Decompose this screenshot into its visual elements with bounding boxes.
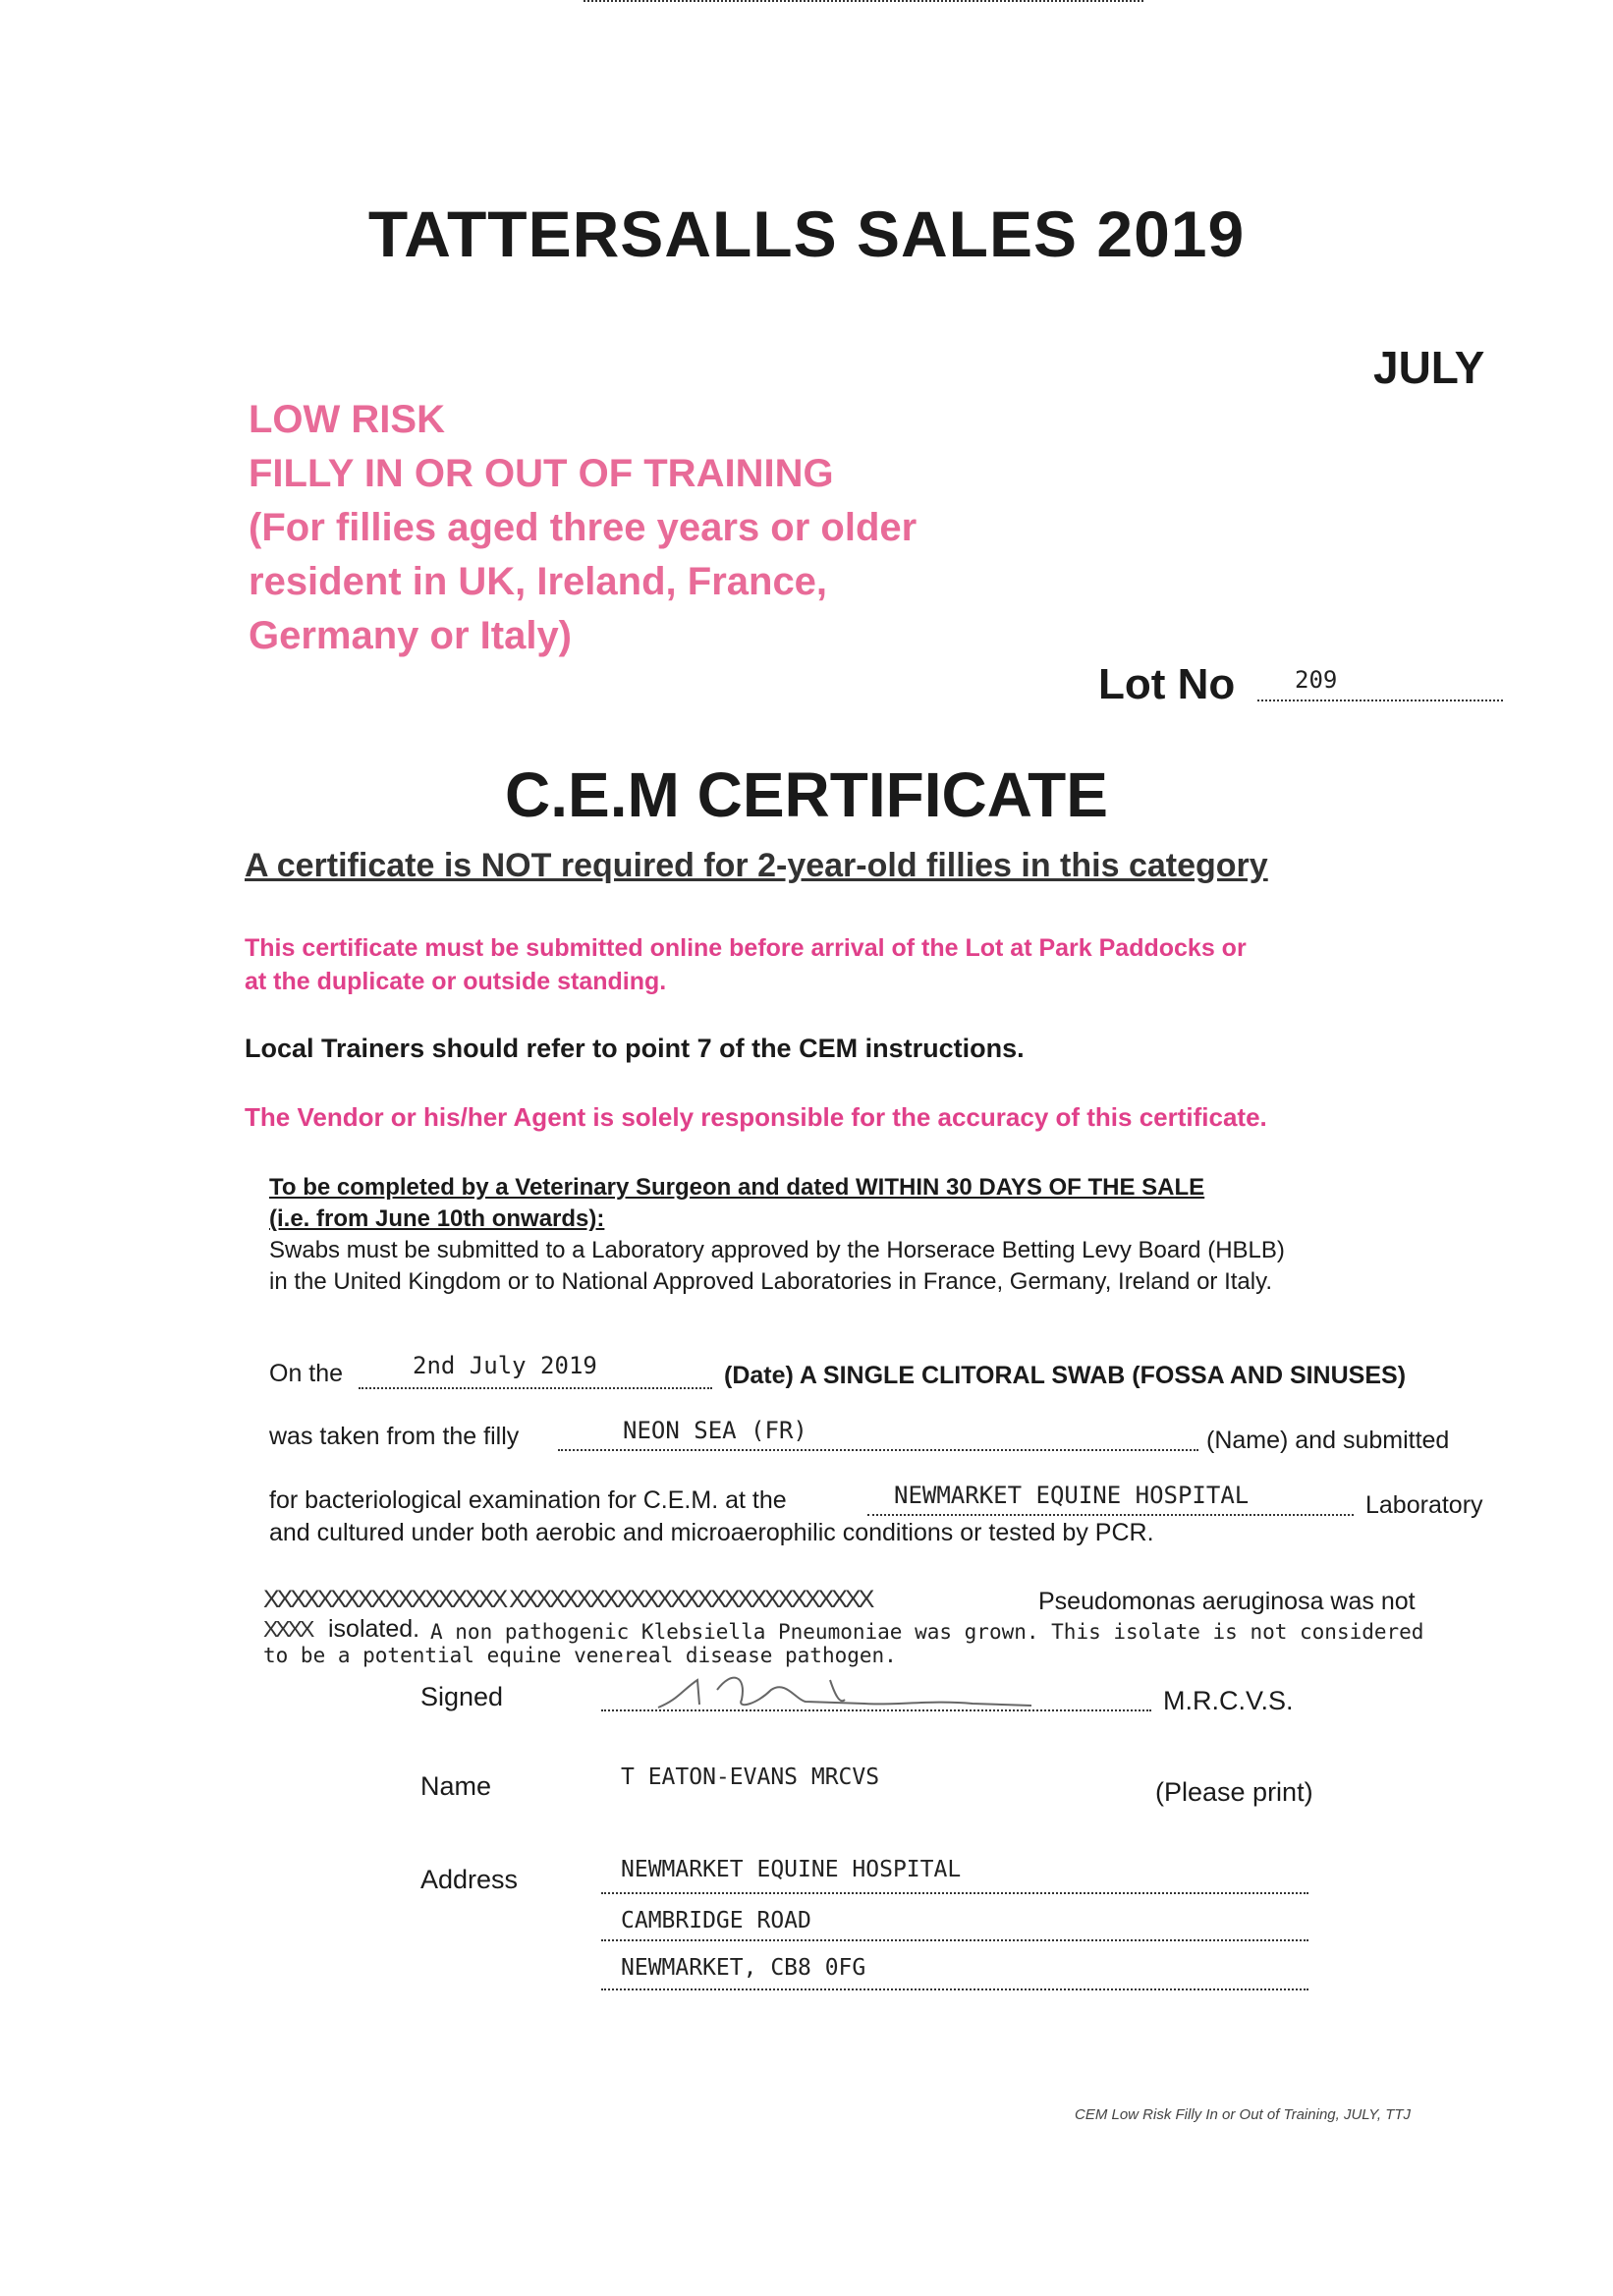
- signed-label: Signed: [420, 1682, 504, 1711]
- submit-note-line-1: This certificate must be submitted online before arrival of the Lot at Park Paddocks or: [245, 934, 1247, 962]
- results-struck-small: XXXX: [263, 1616, 312, 1642]
- lab-dotted-line: [867, 1514, 1354, 1516]
- category-note-2: resident in UK, Ireland, France,: [249, 560, 828, 603]
- instructions-line-2: in the United Kingdom or to National Approved Laboratories in France, Germany, Ireland or Italy.: [269, 1268, 1272, 1295]
- signature-scribble: [639, 1660, 1051, 1719]
- cultured-note: and cultured under both aerobic and microaerophilic conditions or tested by PCR.: [269, 1519, 1154, 1546]
- exam-label: for bacteriological examination for C.E.M. at the: [269, 1486, 787, 1514]
- address-label: Address: [420, 1865, 519, 1894]
- results-pseudomonas: Pseudomonas aeruginosa was not: [1038, 1588, 1416, 1615]
- on-the-label: On the: [269, 1360, 344, 1387]
- lab-suffix: Laboratory: [1365, 1491, 1483, 1519]
- submit-note-line-2: at the duplicate or outside standing.: [245, 968, 667, 995]
- lot-number: 209: [1295, 666, 1338, 694]
- certificate-title: C.E.M CERTIFICATE: [505, 759, 1108, 830]
- results-typed-line-1: A non pathogenic Klebsiella Pneumoniae was grown. This isolate is not considered: [430, 1620, 1424, 1644]
- address-line-3: NEWMARKET, CB8 0FG: [621, 1955, 866, 1981]
- vet-name-dotted-line: [584, 0, 1143, 2]
- lot-label: Lot No: [1098, 660, 1236, 708]
- address-line-1: NEWMARKET EQUINE HOSPITAL: [621, 1857, 962, 1882]
- lab-name: NEWMARKET EQUINE HOSPITAL: [894, 1482, 1250, 1509]
- swab-description: (Date) A SINGLE CLITORAL SWAB (FOSSA AND SINUSES): [724, 1362, 1407, 1389]
- address-line-1-dots: [601, 1892, 1308, 1894]
- footer-reference: CEM Low Risk Filly In or Out of Training, JULY, TTJ: [1075, 2106, 1412, 2123]
- instructions-block: [269, 1172, 1285, 1298]
- category-note-1: (For fillies aged three years or older: [249, 506, 918, 549]
- local-trainers-note: Local Trainers should refer to point 7 of the CEM instructions.: [245, 1034, 1025, 1063]
- results-struck: XXXXXXXXXXXXXXXXXX XXXXXXXXXXXXXXXXXXXXXXXXXXX: [263, 1586, 872, 1613]
- please-print-label: (Please print): [1155, 1777, 1313, 1807]
- instructions-heading-1: To be completed by a Veterinary Surgeon and dated WITHIN 30 DAYS OF THE SALE: [269, 1174, 1205, 1201]
- address-line-2: CAMBRIDGE ROAD: [621, 1908, 811, 1933]
- category-block: [249, 393, 917, 663]
- results-isolated: isolated.: [328, 1615, 420, 1643]
- category-type: FILLY IN OR OUT OF TRAINING: [249, 452, 834, 495]
- sale-month: JULY: [1373, 342, 1485, 393]
- filly-name: NEON SEA (FR): [623, 1417, 807, 1444]
- address-line-2-dots: [601, 1939, 1308, 1941]
- results-typed-line-2: to be a potential equine venereal disease pathogen.: [263, 1644, 897, 1667]
- date-dotted-line: [359, 1387, 712, 1389]
- page-title: TATTERSALLS SALES 2019: [367, 197, 1246, 270]
- lot-dotted-line: [1257, 700, 1503, 701]
- category-risk: LOW RISK: [249, 398, 445, 441]
- taken-from-label: was taken from the filly: [269, 1423, 520, 1450]
- name-suffix: (Name) and submitted: [1206, 1427, 1450, 1454]
- vet-name-label: Name: [420, 1771, 492, 1801]
- filly-dotted-line: [558, 1449, 1198, 1451]
- category-note-3: Germany or Italy): [249, 614, 573, 657]
- mrcvs-label: M.R.C.V.S.: [1163, 1686, 1294, 1715]
- not-required-note: A certificate is NOT required for 2-year-old fillies in this category: [245, 847, 1268, 884]
- instructions-heading-2: (i.e. from June 10th onwards):: [269, 1205, 605, 1232]
- vendor-note: The Vendor or his/her Agent is solely responsible for the accuracy of this certificate.: [245, 1102, 1267, 1132]
- vet-name-value: T EATON-EVANS MRCVS: [621, 1764, 880, 1790]
- date-value: 2nd July 2019: [413, 1352, 597, 1379]
- address-line-3-dots: [601, 1988, 1308, 1990]
- submit-note: [245, 931, 1247, 998]
- instructions-line-1: Swabs must be submitted to a Laboratory approved by the Horserace Betting Levy Board (HBLB): [269, 1237, 1285, 1263]
